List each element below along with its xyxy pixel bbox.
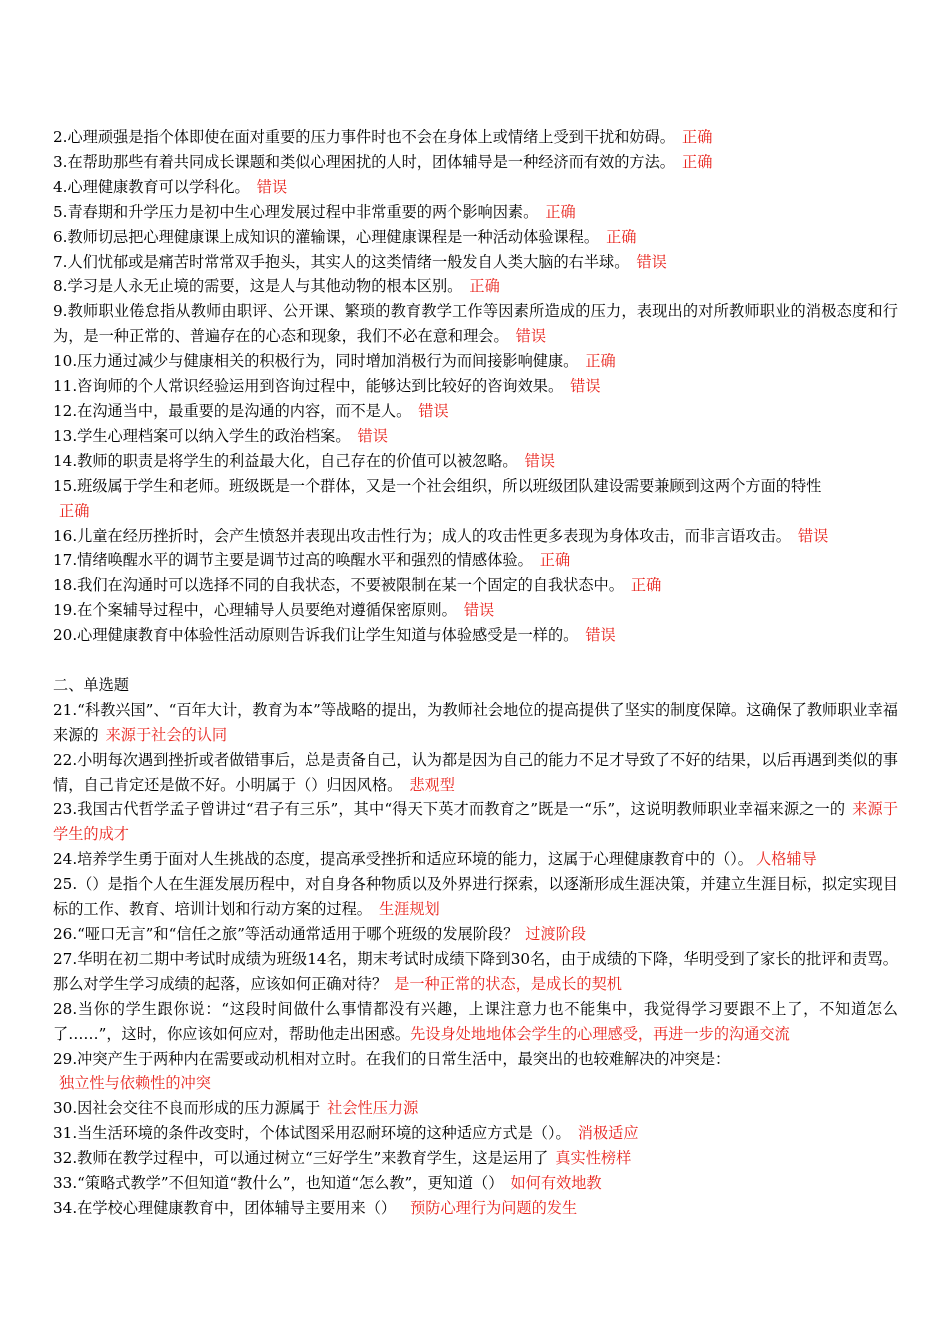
question-text: 24.培养学生勇于面对人生挑战的态度，提高承受挫折和适应环境的能力，这属于心理健康教育中的（）。 xyxy=(53,850,753,869)
question-text: 29.冲突产生于两种内在需要或动机相对立时。在我们的日常生活中，最突出的也较难解决的冲突是： xyxy=(53,1049,731,1068)
answer-text: 社会性压力源 xyxy=(327,1099,419,1118)
question-text: 32.教师在教学过程中，可以通过树立“三好学生”来教育学生，这是运用了 xyxy=(53,1149,549,1168)
judgement-item xyxy=(53,125,898,150)
single-choice-item xyxy=(53,748,898,798)
answer-text: 错误 xyxy=(585,626,616,645)
answer-text: 消极适应 xyxy=(577,1124,639,1143)
question-text: 15.班级属于学生和老师。班级既是一个群体，又是一个社会组织，所以班级团队建设需要兼顾到这两个方面的特性 xyxy=(53,476,822,495)
judgement-item xyxy=(53,424,898,449)
question-text: 4.心理健康教育可以学科化。 xyxy=(53,177,250,196)
answer-text: 错误 xyxy=(570,377,601,396)
question-text: 18.我们在沟通时可以选择不同的自我状态，不要被限制在某一个固定的自我状态中。 xyxy=(53,576,624,595)
question-text: 33.“策略式教学”不但知道“教什么”，也知道“怎么教”，更知道（） xyxy=(53,1174,504,1193)
judgement-item xyxy=(53,225,898,250)
question-text: 14.教师的职责是将学生的利益最大化，自己存在的价值可以被忽略。 xyxy=(53,451,518,470)
answer-text: 正确 xyxy=(585,352,616,371)
answer-text: 正确 xyxy=(682,152,713,171)
answer-text: 先设身处地地体会学生的心理感受，再进一步的沟通交流 xyxy=(410,1024,790,1043)
question-text: 31.当生活环境的条件改变时，个体试图采用忍耐环境的这种适应方式是（）。 xyxy=(53,1124,571,1143)
question-text: 28.当你的学生跟你说：“这段时间做什么事情都没有兴趣，上课注意力也不能集中，我觉得学习要跟不上了，不知道怎么了……”，这时，你应该如何应对，帮助他走出困惑。 xyxy=(53,999,898,1043)
answer-text: 错误 xyxy=(524,451,555,470)
single-choice-item xyxy=(53,1096,898,1121)
question-text: 27.华明在初二期中考试时成绩为班级14名，期末考试时成绩下降到30名，由于成绩的下降，华明受到了家长的批评和责骂。那么对学生学习成绩的起落，应该如何正确对待？ xyxy=(53,949,898,993)
answer-text: 人格辅导 xyxy=(756,850,817,869)
judgement-item xyxy=(53,474,898,524)
question-text: 22.小明每次遇到挫折或者做错事后，总是责备自己，认为都是因为自己的能力不足才导致了不好的结果，以后再遇到类似的事情，自己肯定还是做不好。小明属于（）归因风格。 xyxy=(53,750,898,794)
answer-text: 悲观型 xyxy=(409,775,455,794)
answer-text: 错误 xyxy=(797,526,829,545)
judgement-item xyxy=(53,274,898,299)
question-text: 8.学习是人永无止境的需要，这是人与其他动物的根本区别。 xyxy=(53,277,463,296)
single-choice-item xyxy=(53,1121,898,1146)
question-text: 10.压力通过减少与健康相关的积极行为，同时增加消极行为而间接影响健康。 xyxy=(53,352,579,371)
question-text: 16.儿童在经历挫折时，会产生愤怒并表现出攻击性行为；成人的攻击性更多表现为身体攻击，而非言语攻击。 xyxy=(53,526,791,545)
question-text: 34.在学校心理健康教育中，团体辅导主要用来（） xyxy=(53,1198,397,1217)
judgement-item xyxy=(53,150,898,175)
answer-text: 独立性与依赖性的冲突 xyxy=(59,1074,211,1093)
answer-text: 正确 xyxy=(469,277,500,296)
single-choice-item xyxy=(53,997,898,1047)
judgement-item xyxy=(53,449,898,474)
single-choice-item xyxy=(53,947,898,997)
judgement-item xyxy=(53,175,898,200)
single-choice-item xyxy=(53,1196,898,1221)
question-text: 20.心理健康教育中体验性活动原则告诉我们让学生知道与体验感受是一样的。 xyxy=(53,626,579,645)
question-text: 19.在个案辅导过程中，心理辅导人员要绝对遵循保密原则。 xyxy=(53,601,457,620)
single-choice-item xyxy=(53,922,898,947)
answer-text: 错误 xyxy=(357,426,388,445)
judgement-item xyxy=(53,573,898,598)
section-heading: 二、单选题 xyxy=(53,675,129,694)
judgement-item xyxy=(53,349,898,374)
question-text: 2.心理顽强是指个体即使在面对重要的压力事件时也不会在身体上或情绪上受到干扰和妨碍。 xyxy=(53,128,675,146)
question-text: 7.人们忧郁或是痛苦时常常双手抱头，其实人的这类情绪一般发自人类大脑的右半球。 xyxy=(53,252,630,271)
single-choice-item xyxy=(53,872,898,922)
answer-text: 正确 xyxy=(630,576,662,595)
answer-text: 真实性榜样 xyxy=(555,1149,632,1168)
single-choice-item xyxy=(53,847,898,872)
answer-text: 错误 xyxy=(418,401,449,420)
judgement-item xyxy=(53,623,898,648)
judgement-item xyxy=(53,200,898,225)
question-text: 21.“科教兴国”、“百年大计，教育为本”等战略的提出，为教师社会地位的提高提供了坚实的制度保障。这确保了教师职业幸福来源的 xyxy=(53,700,898,744)
answer-text: 预防心理行为问题的发生 xyxy=(410,1198,578,1217)
judgement-item xyxy=(53,524,898,549)
answer-text: 正确 xyxy=(606,227,637,246)
question-text: 23.我国古代哲学孟子曾讲过“君子有三乐”，其中“得天下英才而教育之”既是一“乐”，这说明教师职业幸福来源之一的 xyxy=(53,800,846,819)
single-choice-item xyxy=(53,797,898,847)
answer-text: 错误 xyxy=(515,327,546,346)
judgement-item xyxy=(53,598,898,623)
question-text: 6.教师切忌把心理健康课上成知识的灌输课，心理健康课程是一种活动体验课程。 xyxy=(53,227,600,246)
question-text: 3.在帮助那些有着共同成长课题和类似心理困扰的人时，团体辅导是一种经济而有效的方法。 xyxy=(53,152,675,171)
single-choice-item xyxy=(53,698,898,748)
question-text: 5.青春期和升学压力是初中生心理发展过程中非常重要的两个影响因素。 xyxy=(53,202,539,221)
answer-text: 过渡阶段 xyxy=(525,924,587,943)
answer-text: 来源于学生的成才 xyxy=(53,800,898,844)
answer-text: 来源于社会的认同 xyxy=(105,725,228,744)
question-text: 13.学生心理档案可以纳入学生的政治档案。 xyxy=(53,426,351,445)
answer-text: 如何有效地教 xyxy=(510,1174,602,1193)
question-text: 12.在沟通当中，最重要的是沟通的内容，而不是人。 xyxy=(53,401,412,420)
answer-text: 正确 xyxy=(545,202,576,221)
question-text: 17.情绪唤醒水平的调节主要是调节过高的唤醒水平和强烈的情感体验。 xyxy=(53,551,533,570)
judgement-item xyxy=(53,250,898,275)
answer-text: 错误 xyxy=(256,177,288,196)
question-text: 30.因社会交往不良而形成的压力源属于 xyxy=(53,1099,321,1118)
single-choice-item xyxy=(53,1047,898,1097)
question-text: 11.咨询师的个人常识经验运用到咨询过程中，能够达到比较好的咨询效果。 xyxy=(53,377,564,396)
section-spacer xyxy=(53,648,898,673)
answer-text: 是一种正常的状态，是成长的契机 xyxy=(394,974,622,993)
answer-text: 正确 xyxy=(539,551,571,570)
answer-text: 生涯规划 xyxy=(378,900,440,919)
question-text: 9.教师职业倦怠指从教师由职评、公开课、繁琐的教育教学工作等因素所造成的压力，表现出的对所教师职业的消极态度和行为，是一种正常的、普遍存在的心态和现象，我们不必在意和理会。 xyxy=(53,302,898,346)
judgement-item xyxy=(53,548,898,573)
single-choice-item xyxy=(53,1146,898,1171)
question-text: 25.（）是指个人在生涯发展历程中，对自身各种物质以及外界进行探索，以逐渐形成生涯决策，并建立生涯目标，拟定实现目标的工作、教育、培训计划和行动方案的过程。 xyxy=(53,875,898,919)
document-page xyxy=(53,125,898,1221)
single-choice-item xyxy=(53,1171,898,1196)
answer-text: 正确 xyxy=(59,501,90,520)
question-text: 26.“哑口无言”和“信任之旅”等活动通常适用于哪个班级的发展阶段？ xyxy=(53,924,519,943)
answer-text: 错误 xyxy=(463,601,495,620)
answer-text: 正确 xyxy=(682,128,713,146)
judgement-item xyxy=(53,299,898,349)
judgement-item xyxy=(53,374,898,399)
answer-text: 错误 xyxy=(636,252,667,271)
judgement-item xyxy=(53,399,898,424)
